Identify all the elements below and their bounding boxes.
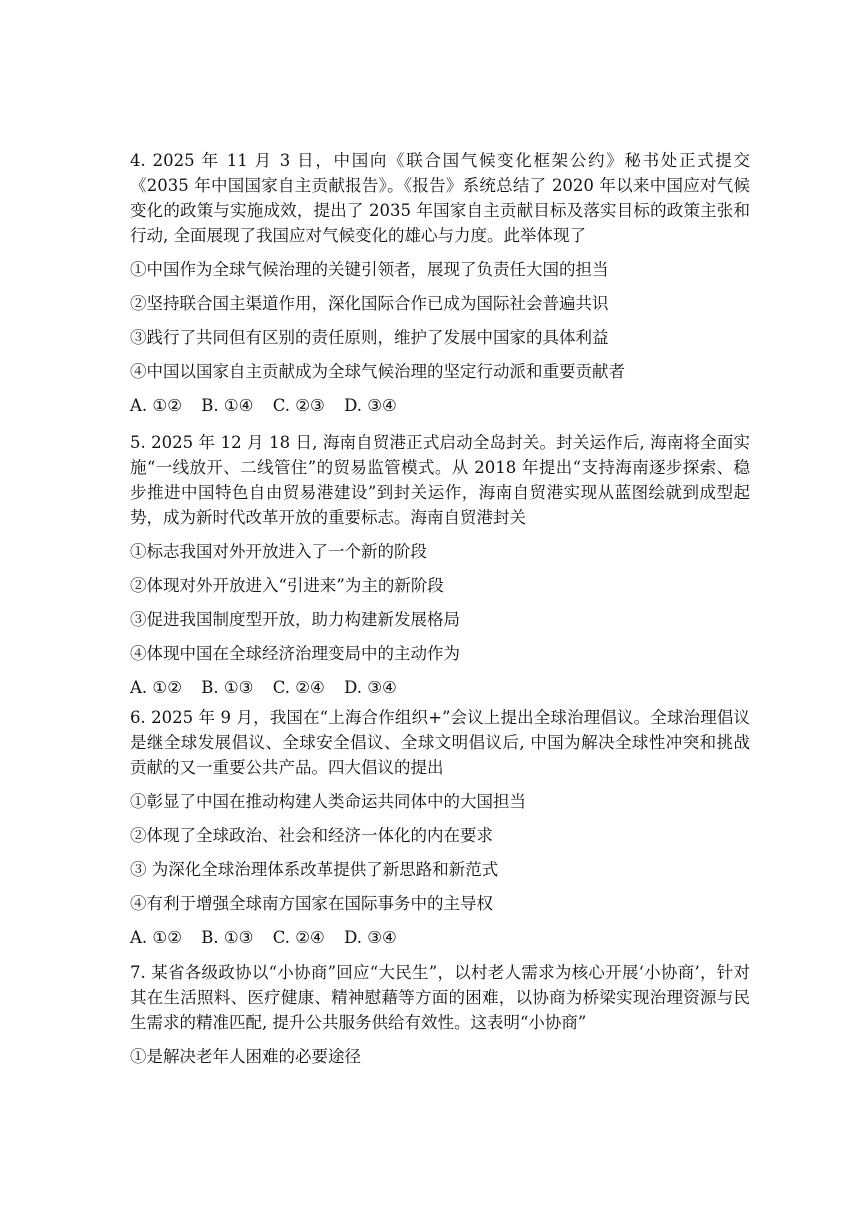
choice-c: C. ②③ [272,396,325,415]
question-5 [130,430,750,700]
option-3: ③践行了共同但有区别的责任原则，维护了发展中国家的具体利益 [130,328,609,347]
choice-b: B. ①④ [201,396,254,415]
question-stem: 6. 2025 年 9 月，我国在“上海合作组织+”会议上提出全球治理倡议。全球治理倡议是继全球发展倡议、全球安全倡议、全球文明倡议后, 中国为解决全球性冲突和挑战贡献的又一重要公共产品。四大倡议的提出 [130,708,750,777]
question-7 [130,960,750,1069]
answer-choices [130,925,750,950]
option-4: ④有利于增强全球南方国家在国际事务中的主导权 [130,894,493,913]
choice-b: B. ①③ [201,928,254,947]
choice-d: D. ③④ [344,928,397,947]
question-4 [130,148,750,418]
option-1: ①标志我国对外开放进入了一个新的阶段 [130,542,427,561]
question-stem: 4. 2025 年 11 月 3 日，中国向《联合国气候变化框架公约》秘书处正式提交《2035 年中国国家自主贡献报告》。《报告》系统总结了 2020 年以来中国应对气候变化的政策与实施成效，提出了 2035 年国家自主贡献目标及落实目标的政策主张和行动, 全面展现了我国应对气候变化的雄心与力度。此举体现了 [130,151,750,245]
option-3: ③促进我国制度型开放，助力构建新发展格局 [130,610,460,629]
choice-c: C. ②④ [272,928,325,947]
option-1: ①彰显了中国在推动构建人类命运共同体中的大国担当 [130,792,526,811]
option-4: ④中国以国家自主贡献成为全球气候治理的坚定行动派和重要贡献者 [130,362,625,381]
option-2: ②体现了全球政治、社会和经济一体化的内在要求 [130,826,493,845]
answer-choices [130,675,750,700]
question-stem: 7. 某省各级政协以“小协商”回应“大民生”，以村老人需求为核心开展‘小协商’，针对其在生活照料、医疗健康、精神慰藉等方面的困难，以协商为桥梁实现治理资源与民生需求的精准匹配, 提升公共服务供给有效性。这表明“小协商” [130,963,750,1032]
option-3: ③ 为深化全球治理体系改革提供了新思路和新范式 [130,860,499,879]
choice-a: A. ①② [130,396,182,415]
question-stem: 5. 2025 年 12 月 18 日, 海南自贸港正式启动全岛封关。封关运作后, 海南将全面实施“一线放开、二线管住”的贸易监管模式。从 2018 年提出“支持海南逐步探索、稳步推进中国特色自由贸易港建设”到封关运作，海南自贸港实现从蓝图绘就到成型起势，成为新时代改革开放的重要标志。海南自贸港封关 [130,433,750,527]
choice-d: D. ③④ [344,678,397,697]
option-2: ②坚持联合国主渠道作用，深化国际合作已成为国际社会普遍共识 [130,294,609,313]
choice-d: D. ③④ [344,396,397,415]
option-2: ②体现对外开放进入“引进来”为主的新阶段 [130,576,444,595]
question-6 [130,705,750,950]
choice-a: A. ①② [130,678,182,697]
choice-a: A. ①② [130,928,182,947]
option-1: ①是解决老年人困难的必要途径 [130,1047,361,1066]
option-1: ①中国作为全球气候治理的关键引领者，展现了负责任大国的担当 [130,260,609,279]
option-4: ④体现中国在全球经济治理变局中的主动作为 [130,644,460,663]
choice-c: C. ②④ [272,678,325,697]
answer-choices [130,393,750,418]
choice-b: B. ①③ [201,678,254,697]
